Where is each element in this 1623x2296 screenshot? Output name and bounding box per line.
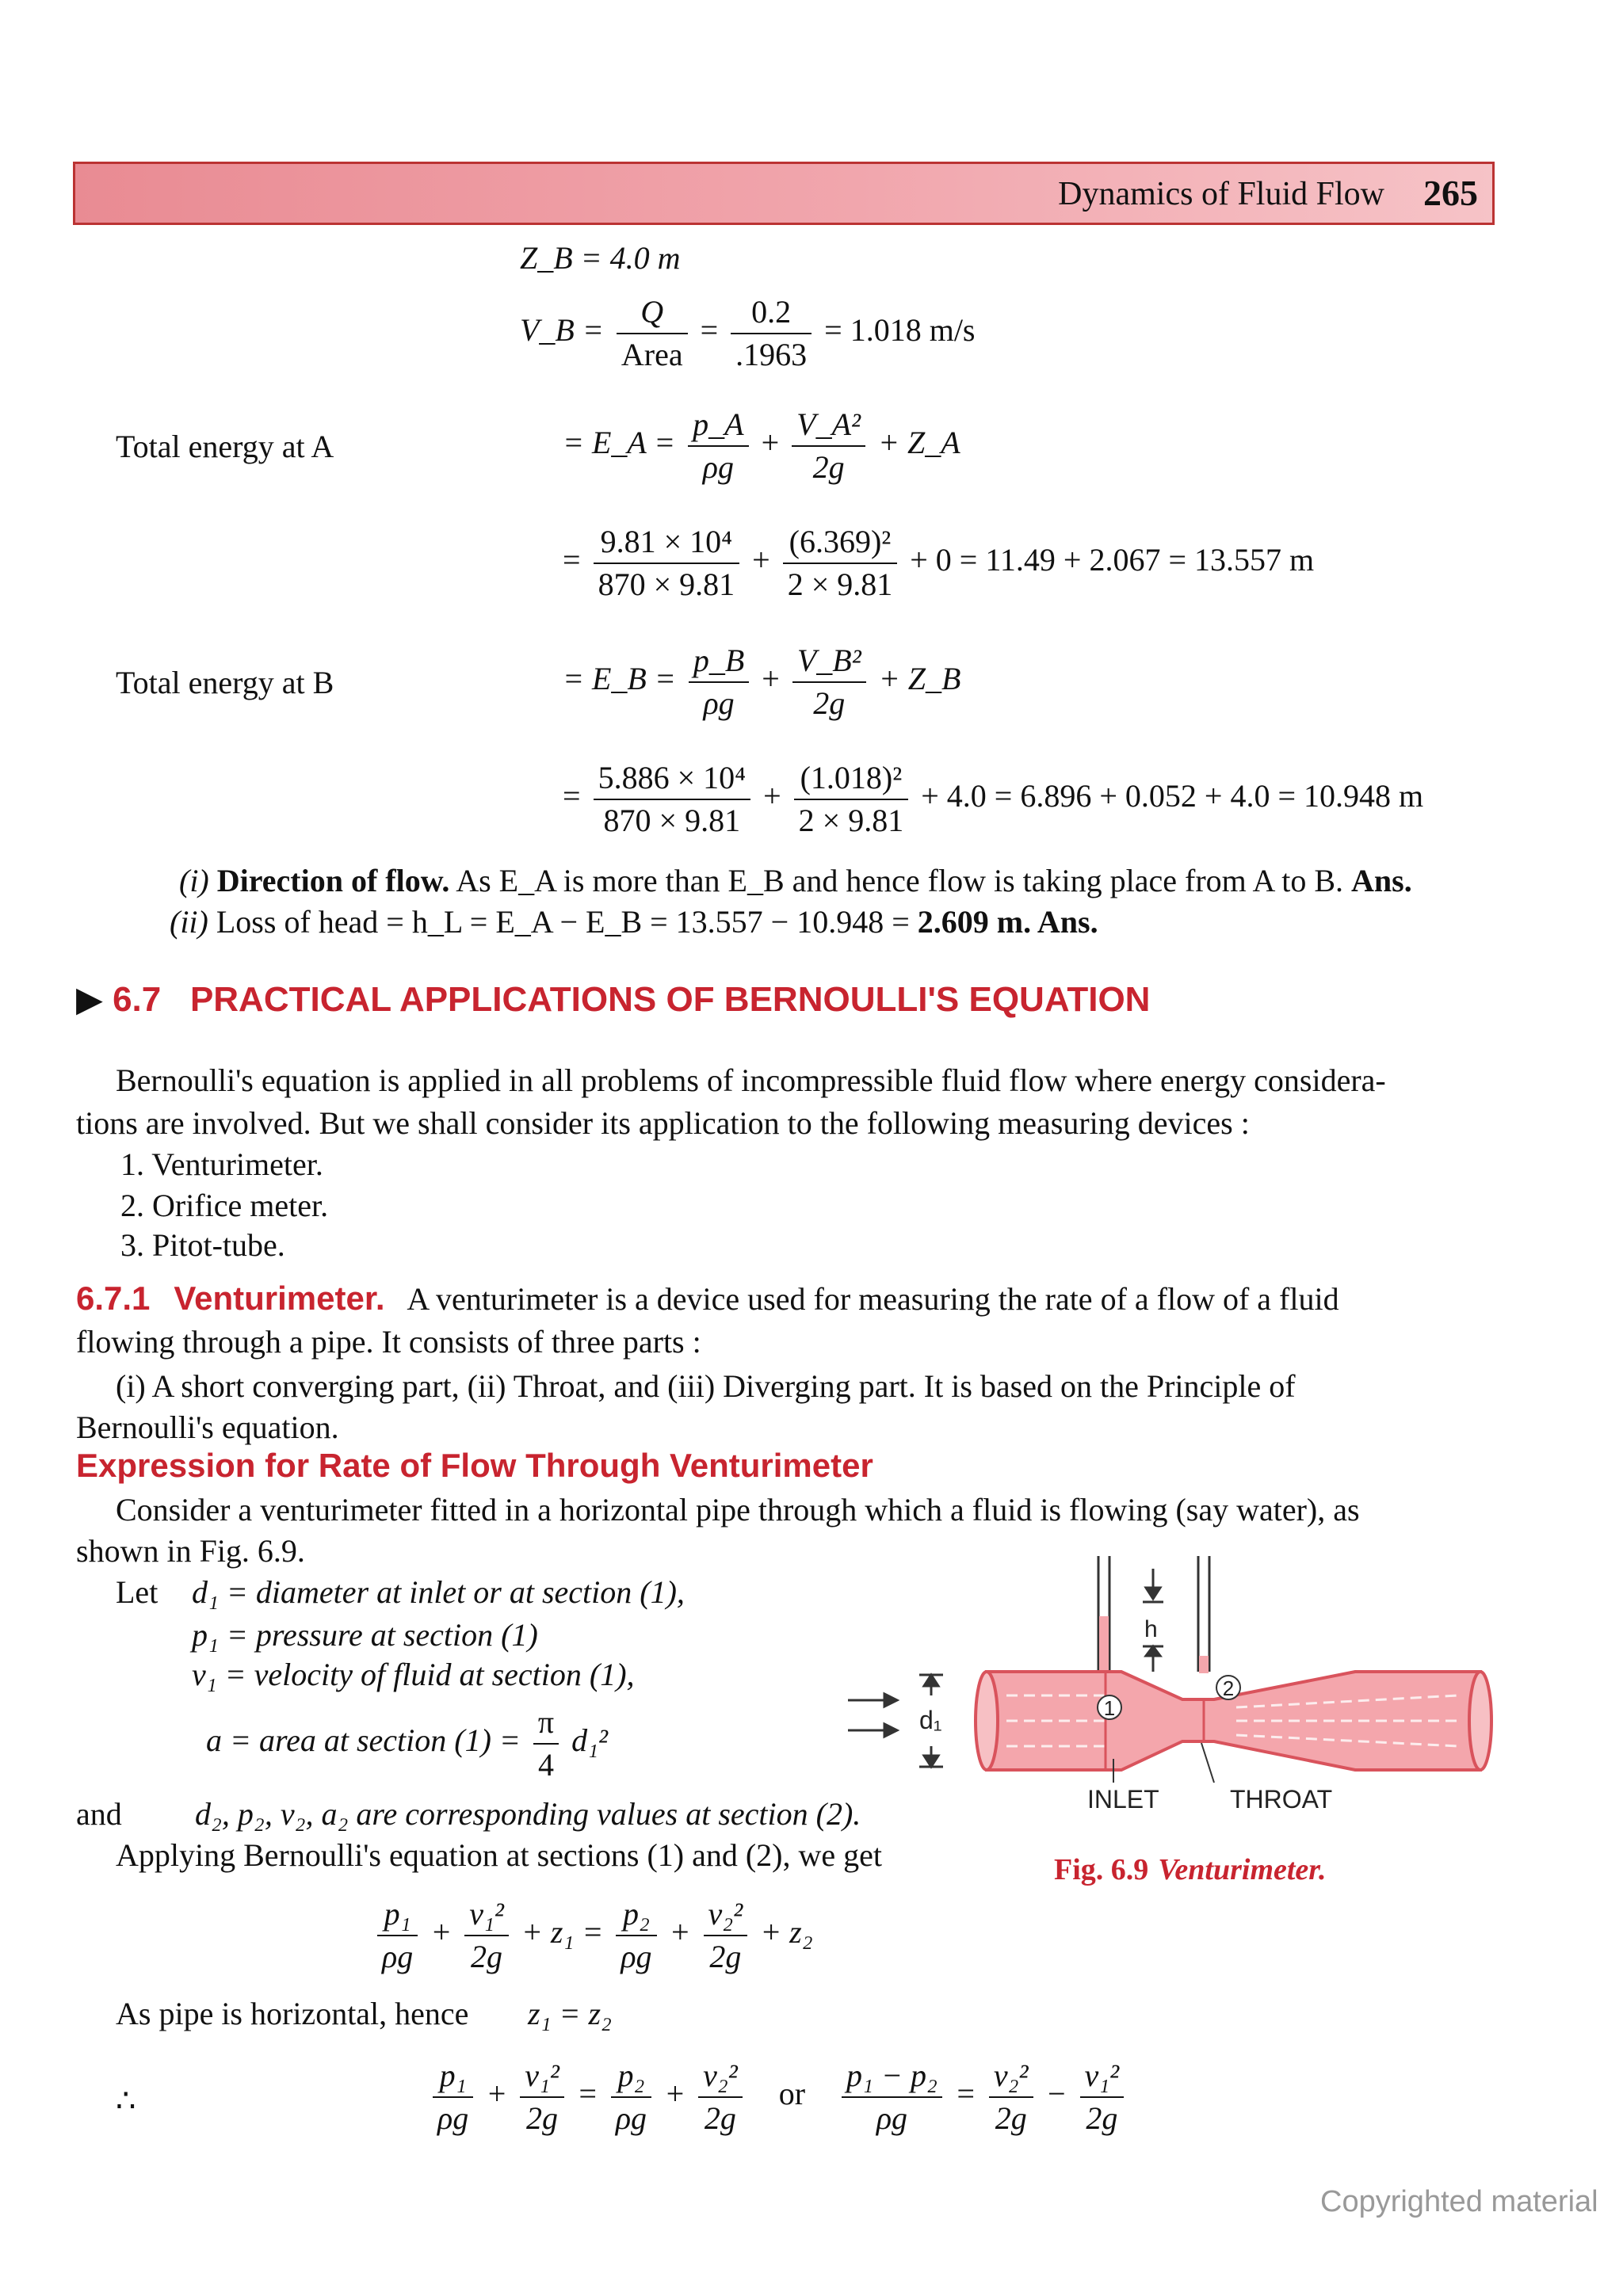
result-1-text: As E_A is more than E_B and hence flow is taking place from A to B. [456,863,1344,898]
result-loss-of-head [170,903,1098,941]
subsection-line-1: A venturimeter is a device used for measuring the rate of a flow of a fluid [407,1281,1339,1317]
list-item: 2. Orifice meter. [120,1188,329,1223]
c-den5: ρg [876,2100,908,2136]
eq-ea-num2: V_A² [792,406,865,447]
throat-pointer [1201,1743,1214,1783]
manometer-fluid-2 [1199,1656,1209,1673]
b1-plus2: + [669,1914,691,1951]
expression-line-2: shown in Fig. 6.9. [76,1533,305,1569]
eq-eb2-num1: 5.886 × 10⁴ [594,759,751,800]
horizontal-text: As pipe is horizontal, hence [116,1996,469,2031]
eq-vb-den2: .1963 [735,337,808,372]
def-a-num: π [533,1703,559,1745]
eq-energy-b-values [563,759,1423,840]
page-number: 265 [1423,173,1478,213]
applying-text: Applying Bernoulli's equation at sections (1) and (2), we get [116,1837,882,1873]
label-section-2: 2 [1222,1676,1235,1700]
label-total-energy-a: Total energy at A [116,429,334,464]
copyright-notice: Copyrighted material [1320,2185,1598,2218]
subsection-line-2: flowing through a pipe. It consists of three parts : [76,1324,701,1360]
pipe-outlet-end [1469,1672,1491,1770]
c-den3: ρg [615,2100,647,2136]
c-eq2: = [954,2076,976,2112]
figure-caption-title: Venturimeter. [1158,1853,1327,1886]
c-num7: v₁² [1080,2057,1125,2098]
def-section-2: d₂, p₂, v₂, a₂ are corresponding values at section (2). [195,1796,861,1832]
eq-eb2-den2: 2 × 9.81 [798,803,904,838]
c-den2: 2g [526,2100,559,2136]
eq-energy-a [563,406,960,486]
eq-ea-den1: ρg [702,449,734,485]
eq-ea2-den1: 870 × 9.81 [598,566,735,602]
horizontal-eq: z₁ = z₂ [528,1996,612,2031]
eq-vb-num2: 0.2 [731,293,812,334]
def-a [206,1703,608,1784]
c-plus2: + [664,2076,686,2112]
expression-heading: Expression for Rate of Flow Through Venturimeter [76,1447,873,1484]
list-item: 3. Pitot-tube. [120,1227,285,1263]
eq-vb-num1: Q [617,293,688,334]
b1-den2: 2g [471,1939,503,1974]
eq-vb-eq: = [700,312,719,349]
c-den4: 2g [704,2100,736,2136]
b1-plus1: + [430,1914,453,1951]
result-2-number: (ii) [170,904,208,940]
def-d1: d₁ = diameter at inlet or at section (1), [192,1574,685,1610]
c-den6: 2g [995,2100,1027,2136]
c-or: or [778,2076,806,2112]
list-item: 1. Venturimeter. [120,1146,323,1182]
c-num3: p₂ [611,2057,651,2098]
eq-ea2-num2: (6.369)² [783,523,898,564]
eq-ea2-rhs: + 0 = 11.49 + 2.067 = 13.557 m [910,542,1315,578]
b1-num3: p₂ [616,1895,656,1936]
label-section-1: 1 [1103,1696,1116,1720]
b1-den1: ρg [382,1939,414,1974]
b1-num2: v₁² [464,1895,509,1936]
eq-ea2-lhs: = [563,542,581,578]
bernoulli-equation [372,1895,813,1976]
def-v1: v₁ = velocity of fluid at section (1), [192,1657,635,1692]
eq-eb-num2: V_B² [792,642,866,683]
eq-eb-lhs: = E_B = [563,661,676,697]
pipe-inlet-end [976,1672,998,1770]
result-2-ans: 2.609 m. Ans. [917,904,1098,940]
c-plus1: + [486,2076,508,2112]
simplified-equation [428,2057,1128,2138]
eq-ea-plus: + [761,425,780,461]
manometer-fluid-1 [1099,1616,1109,1672]
b1-den3: ρg [621,1939,652,1974]
eq-ea-num1: p_A [688,406,748,447]
eq-eb-plus: + [762,661,780,697]
eq-ea2-den2: 2 × 9.81 [787,566,893,602]
eq-ea-den2: 2g [812,449,845,485]
b1-num1: p₁ [377,1895,418,1936]
c-num1: p₁ [433,2057,473,2098]
section-title: PRACTICAL APPLICATIONS OF BERNOULLI'S EQUATION [189,980,1151,1019]
def-a-lhs: a = area at section (1) = [206,1722,521,1759]
eq-eb-den1: ρg [703,685,735,721]
eq-eb2-rhs: + 4.0 = 6.896 + 0.052 + 4.0 = 10.948 m [921,778,1424,814]
eq-eb2-plus: + [763,778,781,814]
expression-line-1: Consider a venturimeter fitted in a horizontal pipe through which a fluid is flowing (say water), as [116,1492,1360,1527]
eq-zb: Z_B = 4.0 m [520,240,681,276]
eq-ea2-num1: 9.81 × 10⁴ [594,523,740,564]
result-1-number: (i) [179,863,209,898]
and-label: and [76,1796,122,1832]
b1-mid: + z₁ = [521,1914,604,1951]
label-inlet: INLET [1087,1785,1159,1814]
def-a-den: 4 [537,1747,554,1783]
eq-energy-a-values [563,523,1314,604]
label-h: h [1144,1616,1158,1642]
eq-eb-num1: p_B [689,642,749,683]
c-eq1: = [576,2076,598,2112]
c-den7: 2g [1086,2100,1118,2136]
section-marker-icon: ▶ [76,980,103,1019]
eq-eb-den2: 2g [813,685,846,721]
eq-ea2-plus: + [752,542,770,578]
section-number: 6.7 [113,980,162,1019]
eq-vb-rhs: = 1.018 m/s [824,312,976,349]
intro-line-2: tions are involved. But we shall consider its application to the following measuring devices : [76,1105,1250,1141]
intro-line-1: Bernoulli's equation is applied in all problems of incompressible fluid flow where energy considera- [116,1062,1386,1098]
c-minus: − [1045,2076,1067,2112]
c-num4: v₂² [698,2057,743,2098]
c-den1: ρg [437,2100,469,2136]
c-num2: v₁² [520,2057,564,2098]
c-num6: v₂² [989,2057,1033,2098]
subsection-line-4: Bernoulli's equation. [76,1409,339,1445]
venturimeter-figure [840,1545,1506,1838]
let-label: Let [116,1574,158,1610]
result-2-text: Loss of head = h_L = E_A − E_B = 13.557 − 10.948 = [216,904,910,940]
eq-ea-rhs: + Z_A [878,425,960,461]
label-total-energy-b: Total energy at B [116,665,334,700]
subsection-title: Venturimeter. [174,1280,385,1317]
figure-caption-number: Fig. 6.9 [1054,1853,1149,1886]
therefore-symbol: ∴ [116,2083,136,2119]
running-header-title: Dynamics of Fluid Flow [1058,176,1384,212]
eq-vb-lhs: V_B = [520,312,604,349]
eq-eb2-num2: (1.018)² [794,759,909,800]
section-heading [76,979,1150,1020]
eq-eb-rhs: + Z_B [878,661,961,697]
subsection-number: 6.7.1 [76,1280,151,1317]
running-header [73,162,1495,225]
eq-eb2-lhs: = [563,778,581,814]
result-1-ans: Ans. [1351,863,1412,898]
eq-energy-b [563,642,960,723]
result-1-heading: Direction of flow. [216,863,450,898]
manometer-tube-2 [1198,1556,1209,1672]
eq-eb2-den1: 870 × 9.81 [603,803,741,838]
subsection-venturimeter [76,1279,1339,1318]
def-p1: p₁ = pressure at section (1) [192,1617,538,1653]
b1-num4: v₂² [704,1895,748,1936]
b1-den4: 2g [709,1939,742,1974]
eq-ea-lhs: = E_A = [563,425,676,461]
result-direction [179,862,1412,900]
c-num5: p₁ − p₂ [842,2057,942,2098]
label-d1: d₁ [919,1706,942,1734]
eq-vb-den1: Area [621,337,683,372]
label-throat: THROAT [1230,1785,1333,1814]
eq-vb [520,293,976,374]
def-a-rhs: d₁² [571,1722,608,1759]
subsection-line-3: (i) A short converging part, (ii) Throat, and (iii) Diverging part. It is based on the Principle of [116,1368,1296,1404]
b1-end: + z₂ [760,1914,813,1951]
figure-caption [1054,1852,1327,1887]
